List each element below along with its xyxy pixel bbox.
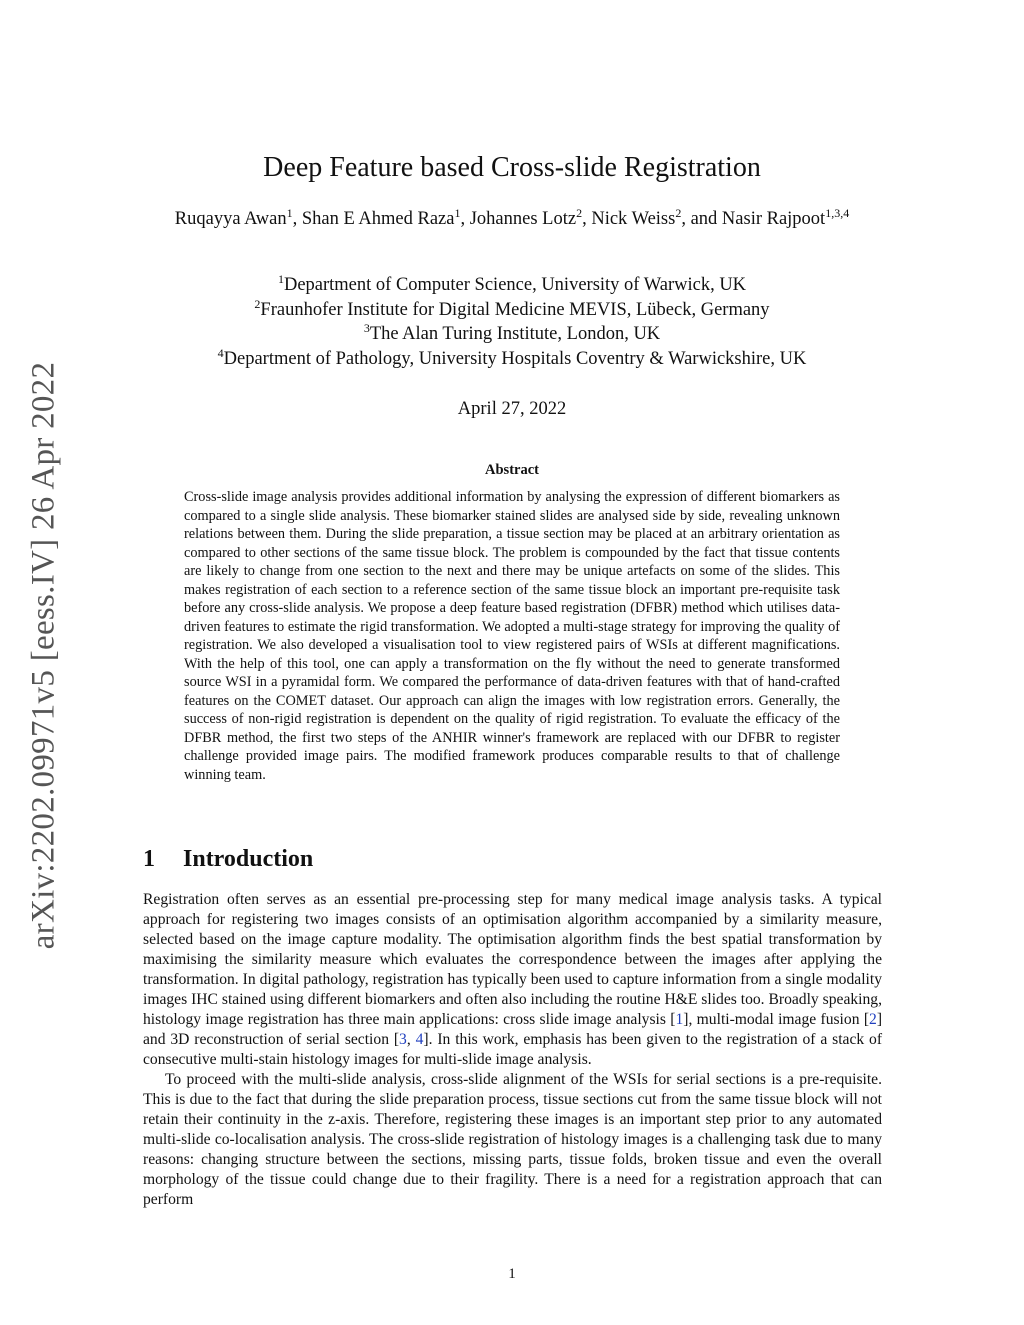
- citation-link[interactable]: 2: [869, 1011, 877, 1028]
- author-affiliation-mark: 2: [675, 205, 682, 220]
- author-name: Shan E Ahmed Raza: [301, 209, 455, 229]
- affiliation-line: [0, 347, 1024, 372]
- paragraph-text: and 3D reconstruction of serial section: [143, 1031, 394, 1048]
- section-number: 1: [143, 846, 155, 872]
- arxiv-identifier-stamp: [14, 350, 74, 960]
- affiliation-mark: 3: [363, 320, 370, 335]
- abstract-heading: Abstract: [485, 462, 539, 478]
- section-heading: [143, 846, 313, 873]
- affiliation-text: Department of Pathology, University Hospitals Coventry & Warwickshire, UK: [223, 348, 807, 369]
- citation-link[interactable]: 4: [415, 1031, 424, 1048]
- citation-link[interactable]: 3: [399, 1031, 407, 1048]
- affiliation-mark: 4: [217, 345, 224, 360]
- affiliation-mark: 1: [277, 271, 284, 286]
- arxiv-identifier-text: arXiv:2202.09971v5 [eess.IV] 26 Apr 2022: [25, 361, 62, 949]
- affiliation-text: Department of Computer Science, University of Warwick, UK: [283, 275, 747, 295]
- citation-link[interactable]: 1: [675, 1011, 684, 1028]
- author-affiliation-mark: 1,3,4: [825, 205, 850, 220]
- affiliation-list: [0, 273, 1024, 371]
- author-connector: and: [690, 209, 718, 229]
- page-number: 1: [508, 1266, 516, 1282]
- author-affiliation-mark: 2: [576, 205, 583, 220]
- section-title: Introduction: [183, 846, 314, 872]
- affiliation-line: [0, 273, 1024, 298]
- paragraph-text: Registration often serves as an essential pre-processing step for many medical image analysis tasks. A typical approach for registering two images consists of an optimisation algorithm accompanied by a similarity measure, selected based on the image capture modality. The optimisation algorithm finds the best spatial transformation by maximising the similarity measure which evaluates the correspondence between the images after applying the transformation. In digital pathology, registration has typically been used to capture information from a single modality images IHC stained using different biomarkers and often also including the routine H&E slides too. Broadly speaking, histology image registration has three main applications: cross slide image analysis: [143, 891, 882, 1028]
- affiliation-line: [0, 322, 1024, 347]
- paragraph: Registration often serves as an essential pre-processing step for many medical image analysis tasks. A typical approach for registering two images consists of an optimisation algorithm accompanied by a similarity measure, selected based on the image capture modality. The optimisation algorithm finds the best spatial transformation by maximising the similarity measure which evaluates the correspondence between the images after applying the transformation. In digital pathology, registration has typically been used to capture information from a single modality images IHC stained using different biomarkers and often also including the routine H&E slides too. Broadly speaking, histology image registration has three main applications: cross slide image analysis [1], multi-modal image fusion [2] and 3D reconstruction of serial section [3, 4]. In this work, emphasis has been given to the registration of a stack of consecutive multi-stain histology images for multi-slide image analysis.: [143, 891, 883, 1068]
- abstract-body: Cross-slide image analysis provides additional information by analysing the expression of different biomarkers as compared to a single slide analysis. These biomarker stained slides are analysed side by side, revealing unknown relations between them. During the slide preparation, a tissue section may be placed at an arbitrary orientation as compared to other sections of the same tissue block. The problem is compounded by the fact that tissue contents are likely to change from one section to the next and there may be unique artefacts on some of the slides. This makes registration of each section to a reference section of the same tissue block an important pre-requisite task before any cross-slide analysis. We propose a deep feature based registration (DFBR) method which utilises data-driven features to estimate the rigid transformation. We adopted a multi-stage strategy for improving the quality of registration. We also developed a visualisation tool to view registered pairs of WSIs at different magnifications. With the help of this tool, one can apply a transformation on the fly without the need to generate transformed source WSI in a pyramidal form. We compared the performance of data-driven features with that of hand-crafted features on the COMET dataset. Our approach can align the images with low registration errors. Generally, the success of non-rigid registration is dependent on the quality of rigid registration. To evaluate the efficacy of the DFBR method, the first two steps of the ANHIR winner's framework are replaced with our DFBR to register challenge provided image pairs. The modified framework produces comparable results to that of challenge winning team.: [184, 489, 840, 783]
- paragraph-text: , multi-modal image fusion: [688, 1011, 864, 1028]
- affiliation-line: [0, 298, 1024, 323]
- paragraph: To proceed with the multi-slide analysis, cross-slide alignment of the WSIs for serial sections is a pre-requisite. This is due to the fact that during the slide preparation process, tissue sections cut from the same tissue block will not retain their continuity in the z-axis. Therefore, registering these images is an important step prior to any automated multi-slide co-localisation analysis. The cross-slide registration of histology images is a challenging task due to many reasons: changing structure between the sections, missing parts, tissue folds, broken tissue and even the overall morphology of the tissue could change due to their fragility. There is a need for a registration approach that can perform: [143, 1071, 882, 1208]
- author-name: Nasir Rajpoot: [721, 209, 826, 229]
- introduction-body: [143, 890, 882, 1210]
- author-name: Nick Weiss: [591, 209, 676, 229]
- affiliation-text: Fraunhofer Institute for Digital Medicine MEVIS, Lübeck, Germany: [260, 299, 770, 320]
- author-list: Ruqayya Awan$^1$, Shan E Ahmed Raza$^1$, Johannes Lotz$^2$, Nick Weiss$^2$, and Nasir Rajpoot$^{1,3,4}$: [174, 205, 850, 229]
- publication-date: April 27, 2022: [457, 399, 567, 419]
- affiliation-text: The Alan Turing Institute, London, UK: [369, 324, 661, 344]
- author-affiliation-mark: 1: [454, 205, 461, 220]
- author-name: Ruqayya Awan: [174, 209, 287, 229]
- paper-title: Deep Feature based Cross-slide Registration: [263, 152, 761, 183]
- author-name: Johannes Lotz: [469, 209, 577, 229]
- affiliation-mark: 2: [254, 296, 261, 311]
- paragraph-text: . In this work, emphasis has been given to the registration of a stack of consecutive multi-stain histology images for multi-slide image analysis.: [143, 1031, 883, 1068]
- author-affiliation-mark: 1: [286, 205, 293, 220]
